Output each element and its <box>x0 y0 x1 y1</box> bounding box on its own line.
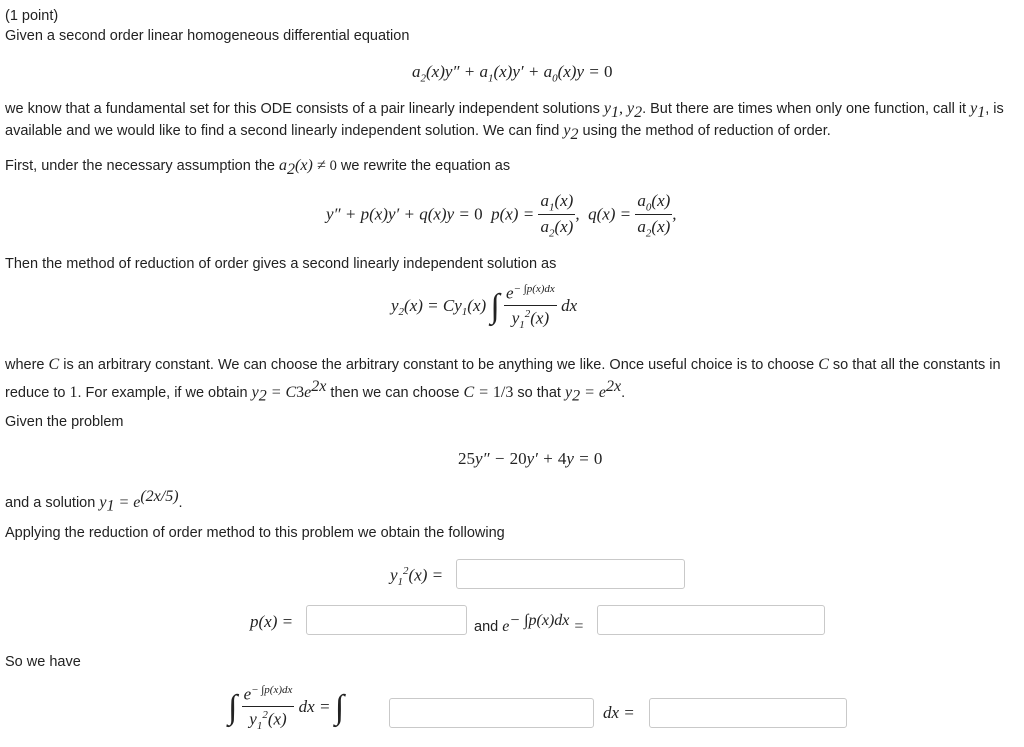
integrand-input[interactable] <box>389 698 594 728</box>
p-x-input[interactable] <box>306 605 467 635</box>
second-solution-text: available and we would like to find a second linearly independent solution. We can find $y_2$ using the method of reduction of order. <box>5 122 831 143</box>
given-problem-label: Given the problem <box>5 414 124 430</box>
points-label: (1 point) <box>5 8 59 24</box>
ode-general-equation: $a_2(x)y'' + a_1(x)y' + a_0(x)y = 0$ <box>412 62 613 85</box>
problem-equation: 25y″ − 20y′ + 4y = 0 <box>458 449 603 468</box>
result-input[interactable] <box>649 698 847 728</box>
p-x-label: p(x) = <box>250 612 294 631</box>
and-label: and $e^{- \int p(x)dx}$ = <box>474 612 585 635</box>
final-integral-expression: ∫ $\frac{e^{- \int p(x)dx}}{y_1^2(x)}$ dx = ∫ <box>228 684 345 732</box>
standard-form-equation: y″ + p(x)y′ + q(x)y = 0 p(x) = $\frac{a_1(x)}{a_2(x)}$ , q(x) = $\frac{a_0(x)}{a_2(x)}$ , <box>326 191 677 240</box>
reduction-formula: $y_2(x) = Cy_1(x)$ ∫ $\frac{e^{- \int p(x)dx}}{y_1^2(x)}$ dx <box>391 283 578 331</box>
dx-equals-label: dx = <box>603 703 635 722</box>
method-text: Then the method of reduction of order gives a second linearly independent solution as <box>5 256 557 272</box>
exp-integral-input[interactable] <box>597 605 825 635</box>
so-we-have-label: So we have <box>5 654 81 670</box>
fundamental-set-text: we know that a fundamental set for this ODE consists of a pair linearly independent solutions $y_1$, $y_2$. But there are times when only one function, call it $y_1$, is <box>5 100 1004 121</box>
intro-line: Given a second order linear homogeneous differential equation <box>5 28 410 44</box>
applying-text: Applying the reduction of order method to this problem we obtain the following <box>5 525 505 541</box>
assumption-text: First, under the necessary assumption the $a_2(x) \ne 0$ we rewrite the equation as <box>5 157 511 178</box>
example-text: reduce to 1. For example, if we obtain $y_2 = C3e^{2x}$ then we can choose C = 1/3 so that $y_2 = e^{2x}$. <box>5 378 626 405</box>
given-solution-text: and a solution $y_1 = e^{(2x/5)}$. <box>5 488 183 515</box>
arbitrary-constant-text: where C is an arbitrary constant. We can choose the arbitrary constant to be anything we like. Once useful choice is to choose C so that all the constants in <box>5 356 1001 373</box>
y1-squared-label: $y_1^2(x)$ = <box>390 565 444 589</box>
y1-squared-input[interactable] <box>456 559 685 589</box>
